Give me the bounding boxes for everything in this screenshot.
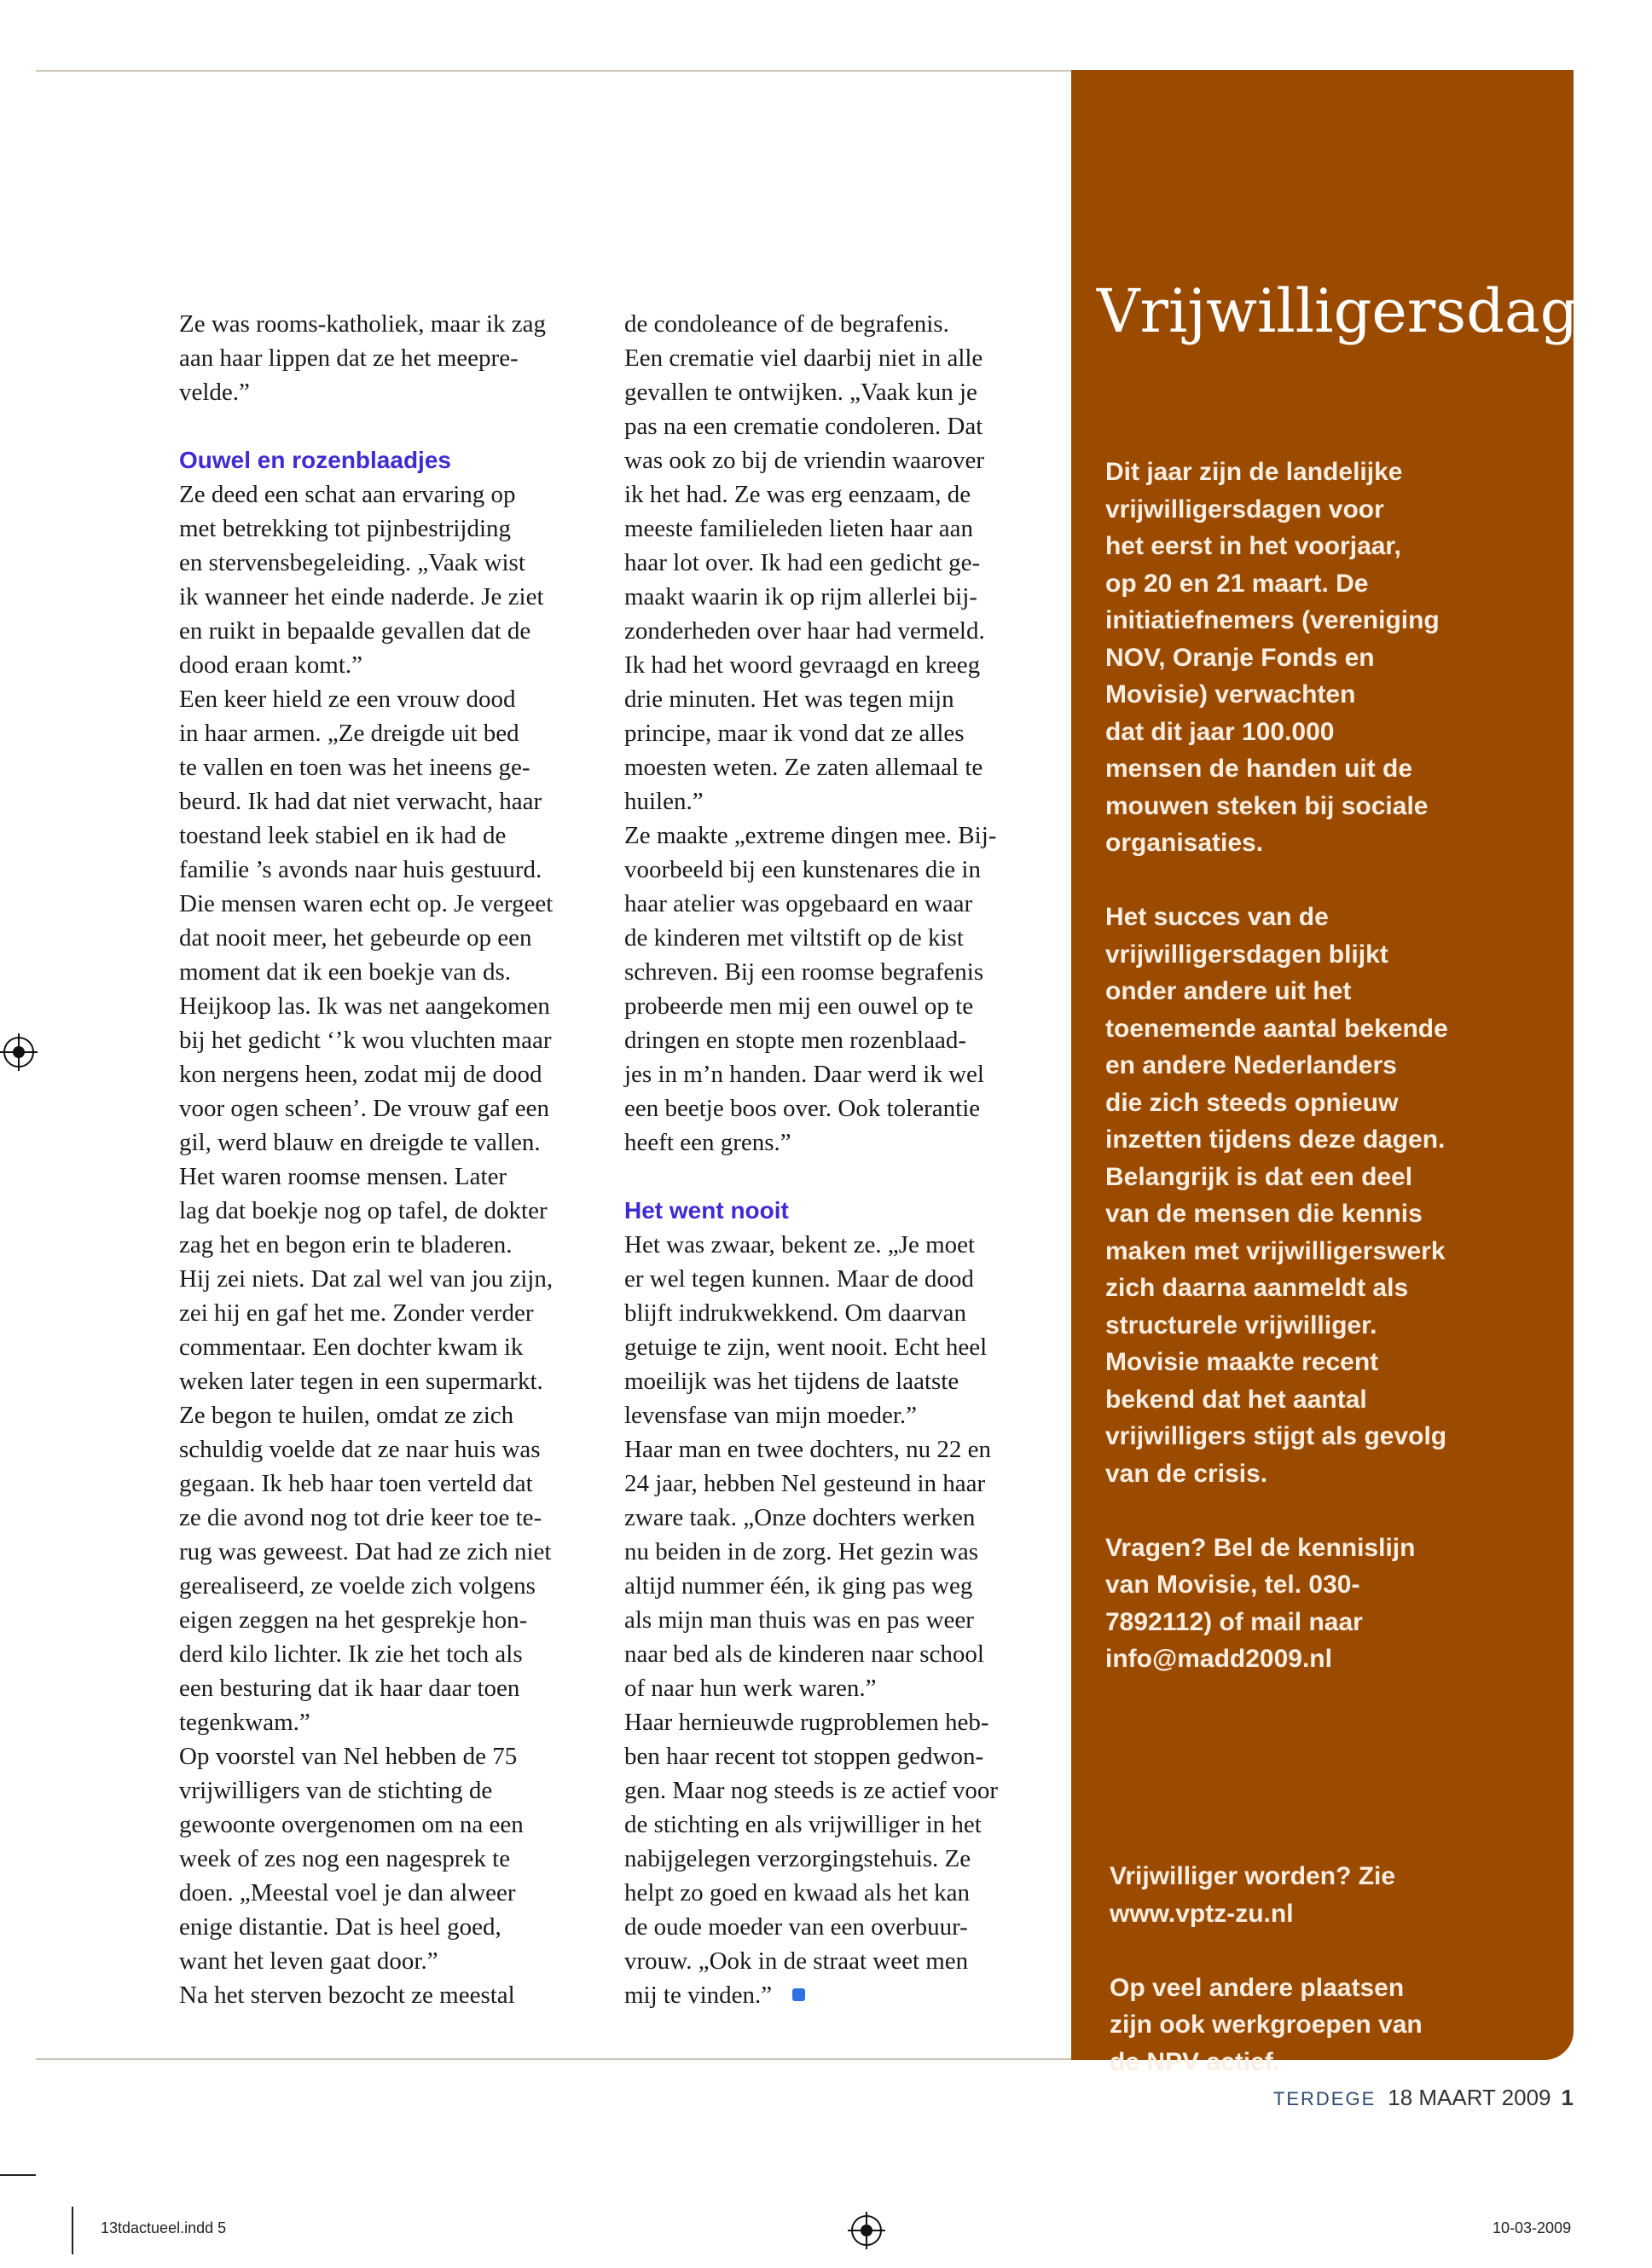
sidebar-line: van de mensen die kennis (1105, 1200, 1423, 1228)
text-line: naar bed als de kinderen naar school (624, 1640, 984, 1668)
article-column-right (624, 307, 1051, 2012)
article-column-left (179, 307, 606, 2012)
text-line: drie minuten. Het was tegen mijn (624, 686, 954, 713)
print-slug-date: 10-03-2009 (1493, 2219, 1572, 2236)
sidebar-line: het eerst in het voorjaar, (1105, 532, 1401, 560)
sidebar-title: Vrijwilligersdagen (1097, 276, 1652, 346)
crop-mark (72, 2207, 73, 2254)
text-line: gerealiseerd, ze voelde zich volgens (179, 1572, 536, 1600)
sidebar-line: toenemende aantal bekende (1105, 1014, 1448, 1043)
sidebar-line: dat dit jaar 100.000 (1105, 717, 1335, 746)
text-line: maakt waarin ik op rijm allerlei bij- (624, 583, 977, 610)
text-line: Ze begon te huilen, omdat ze zich (179, 1402, 514, 1429)
text-line: levensfase van mijn moeder.” (624, 1402, 918, 1429)
text-line: was ook zo bij de vriendin waarover (624, 447, 984, 474)
subheading: Ouwel en rozenblaadjes (179, 447, 451, 473)
text-line: Ze deed een schat aan ervaring op (179, 481, 516, 508)
registration-mark-icon (851, 2215, 882, 2246)
sidebar-paragraph (1110, 1970, 1536, 2081)
sidebar-line: info@madd2009.nl (1105, 1645, 1332, 1673)
text-line: de condoleance of de begrafenis. (624, 310, 949, 338)
text-line: doen. „Meestal voel je dan alweer (179, 1879, 516, 1906)
print-slug-file: 13tdactueel.indd 5 (101, 2219, 227, 2236)
text-line: gegaan. Ik heb haar toen verteld dat (179, 1470, 533, 1497)
sidebar-line: Dit jaar zijn de landelijke (1105, 458, 1403, 486)
text-line: beurd. Ik had dat niet verwacht, haar (179, 788, 542, 815)
text-line: 24 jaar, hebben Nel gesteund in haar (624, 1470, 986, 1497)
text-line: zag het en begon erin te bladeren. (179, 1231, 513, 1258)
sidebar-line: de NPV actief. (1110, 2047, 1281, 2076)
sidebar-line: structurele vrijwilliger. (1105, 1310, 1377, 1339)
page-footer (1273, 2085, 1574, 2111)
sidebar-line: NOV, Oranje Fonds en (1105, 643, 1375, 672)
sidebar-line: vrijwilligersdagen blijkt (1105, 940, 1388, 969)
sidebar-line: die zich steeds opnieuw (1105, 1088, 1399, 1117)
bottom-rule (36, 2058, 1071, 2060)
text-line: lag dat boekje nog op tafel, de dokter (179, 1197, 548, 1224)
text-line: heeft een grens.” (624, 1129, 791, 1156)
text-line: pas na een crematie condoleren. Dat (624, 413, 983, 440)
text-line: vrijwilligers van de stichting de (179, 1777, 493, 1804)
page-number: 1 (1561, 2085, 1574, 2110)
crop-mark (0, 2174, 36, 2176)
sidebar-line: initiatiefnemers (vereniging (1105, 606, 1440, 634)
text-line: moesten weten. Ze zaten allemaal te (624, 754, 983, 781)
sidebar-line: en andere Nederlanders (1105, 1051, 1397, 1079)
sidebar-line: vrijwilligers stijgt als gevolg (1105, 1422, 1447, 1450)
sidebar-line: Op veel andere plaatsen (1110, 1973, 1405, 2002)
paragraph-gap (624, 1160, 1051, 1194)
sidebar-line: bekend dat het aantal (1105, 1385, 1367, 1414)
end-of-article-icon (792, 1988, 805, 2001)
text-line: ben haar recent tot stoppen gedwon- (624, 1743, 984, 1770)
text-line: vrouw. „Ook in de straat weet men (624, 1947, 969, 1975)
sidebar-line: zich daarna aanmeldt als (1105, 1274, 1409, 1302)
text-line: nu beiden in de zorg. Het gezin was (624, 1538, 979, 1565)
text-line: blijft indrukwekkend. Om daarvan (624, 1299, 967, 1327)
text-line: tegenkwam.” (179, 1709, 310, 1736)
text-line: dood eraan komt.” (179, 651, 363, 679)
sidebar-line: Vragen? Bel de kennislijn (1105, 1533, 1416, 1562)
text-line: principe, maar ik vond dat ze alles (624, 720, 965, 747)
sidebar-paragraph (1105, 899, 1532, 1492)
text-line: ik wanneer het einde naderde. Je ziet (179, 583, 544, 610)
sidebar-line: Movisie maakte recent (1105, 1348, 1379, 1376)
text-line: Een crematie viel daarbij niet in alle (624, 344, 983, 372)
text-line: gevallen te ontwijken. „Vaak kun je (624, 379, 977, 406)
text-line: Het waren roomse mensen. Later (179, 1163, 507, 1190)
text-line: er wel tegen kunnen. Maar de dood (624, 1265, 974, 1293)
text-line: meeste familieleden lieten haar aan (624, 515, 974, 542)
text-line: ik het had. Ze was erg eenzaam, de (624, 481, 971, 508)
sidebar-line: onder andere uit het (1105, 977, 1352, 1005)
text-line: bij het gedicht ‘’k wou vluchten maar (179, 1027, 552, 1054)
sidebar-line: van Movisie, tel. 030- (1105, 1571, 1360, 1599)
sidebar-line: mensen de handen uit de (1105, 755, 1413, 783)
text-line: eigen zeggen na het gesprekje hon- (179, 1606, 528, 1634)
text-line: haar atelier was opgebaard en waar (624, 890, 973, 917)
sidebar-line: www.vptz-zu.nl (1110, 1899, 1294, 1928)
text-line: dat nooit meer, het gebeurde op een (179, 924, 532, 952)
text-line: derd kilo lichter. Ik zie het toch als (179, 1640, 523, 1668)
text-line: dringen en stopte men rozenblaad- (624, 1027, 967, 1054)
sidebar-paragraph (1105, 1530, 1532, 1678)
text-line: de stichting en als vrijwilliger in het (624, 1811, 982, 1838)
sidebar-line: organisaties. (1105, 829, 1264, 857)
text-line: en stervensbegeleiding. „Vaak wist (179, 549, 525, 576)
text-line: huilen.” (624, 788, 704, 815)
text-line: velde.” (179, 379, 250, 406)
text-line: de kinderen met viltstift op de kist (624, 924, 964, 952)
text-line: een beetje boos over. Ook tolerantie (624, 1095, 981, 1122)
text-line: haar lot over. Ik had een gedicht ge- (624, 549, 981, 576)
text-line: Haar man en twee dochters, nu 22 en (624, 1436, 992, 1463)
text-line: in haar armen. „Ze dreigde uit bed (179, 720, 519, 747)
subheading: Het went nooit (624, 1197, 789, 1224)
issue-date: 18 MAART 2009 (1388, 2085, 1551, 2110)
text-line: ze die avond nog tot drie keer toe te- (179, 1504, 542, 1531)
text-line: of naar hun werk waren.” (624, 1675, 877, 1702)
text-line: toestand leek stabiel en ik had de (179, 822, 507, 849)
sidebar-paragraph (1105, 454, 1532, 862)
text-line: Na het sterven bezocht ze meestal (179, 1982, 515, 2009)
text-line: de oude moeder van een overbuur- (624, 1913, 968, 1941)
text-line: familie ’s avonds naar huis gestuurd. (179, 856, 542, 883)
text-line: rug was geweest. Dat had ze zich niet (179, 1538, 552, 1565)
sidebar-line: Belangrijk is dat een deel (1105, 1162, 1413, 1191)
registration-mark-icon (3, 1037, 34, 1067)
magazine-name: TERDEGE (1272, 2088, 1377, 2109)
text-line: moment dat ik een boekje van ds. (179, 958, 511, 986)
text-line: schuldig voelde dat ze naar huis was (179, 1436, 541, 1463)
text-line: nabijgelegen verzorgingstehuis. Ze (624, 1845, 971, 1872)
sidebar-body (1105, 454, 1532, 1715)
text-line: want het leven gaat door.” (179, 1947, 438, 1975)
text-line: altijd nummer één, ik ging pas weg (624, 1572, 973, 1600)
text-line: probeerde men mij een ouwel op te (624, 992, 974, 1020)
text-line: moeilijk was het tijdens de laatste (624, 1368, 959, 1395)
text-line: Hij zei niets. Dat zal wel van jou zijn, (179, 1265, 554, 1293)
text-line: Ze was rooms-katholiek, maar ik zag (179, 310, 547, 338)
paragraph-gap (179, 409, 606, 443)
text-line: met betrekking tot pijnbestrijding (179, 515, 512, 542)
text-line: als mijn man thuis was en pas weer (624, 1606, 974, 1634)
text-line: zonderheden over haar had vermeld. (624, 617, 985, 645)
text-line: helpt zo goed en kwaad als het kan (624, 1879, 971, 1906)
text-line: week of zes nog een nagesprek te (179, 1845, 511, 1872)
text-line: zware taak. „Onze dochters werken (624, 1504, 976, 1531)
text-line: Ik had het woord gevraagd en kreeg (624, 651, 981, 679)
text-line: gen. Maar nog steeds is ze actief voor (624, 1777, 999, 1804)
text-line: voor ogen scheen’. De vrouw gaf een (179, 1095, 550, 1122)
text-line: gil, werd blauw en dreigde te vallen. (179, 1129, 541, 1156)
sidebar-line: van de crisis. (1105, 1459, 1268, 1488)
text-line: en ruikt in bepaalde gevallen dat de (179, 617, 531, 645)
sidebar-line: Vrijwilliger worden? Zie (1110, 1862, 1396, 1890)
sidebar-line: Movisie) verwachten (1105, 680, 1356, 709)
sidebar-line: op 20 en 21 maart. De (1105, 569, 1369, 598)
sidebar-paragraph (1110, 1858, 1536, 1932)
sidebar-line: 7892112) of mail naar (1105, 1607, 1363, 1636)
sidebar-line: mouwen steken bij sociale (1105, 791, 1429, 820)
sidebar-line: maken met vrijwilligerswerk (1105, 1236, 1446, 1265)
sidebar-line: inzetten tijdens deze dagen. (1105, 1125, 1446, 1154)
text-line: commentaar. Een dochter kwam ik (179, 1334, 524, 1361)
text-line: Haar hernieuwde rugproblemen heb- (624, 1709, 989, 1736)
text-line: Een keer hield ze een vrouw dood (179, 686, 516, 713)
text-line: te vallen en toen was het ineens ge- (179, 754, 530, 781)
sidebar-line: Het succes van de (1105, 903, 1329, 931)
sidebar-line: vrijwilligersdagen voor (1105, 495, 1384, 524)
text-line: Het was zwaar, bekent ze. „Je moet (624, 1231, 976, 1258)
text-line: Heijkoop las. Ik was net aangekomen (179, 992, 550, 1020)
text-line: weken later tegen in een supermarkt. (179, 1368, 543, 1395)
text-line: Op voorstel van Nel hebben de 75 (179, 1743, 518, 1770)
text-line: kon nergens heen, zodat mij de dood (179, 1061, 542, 1088)
text-line: jes in m’n handen. Daar werd ik wel (624, 1061, 984, 1088)
text-line: voorbeeld bij een kunstenares die in (624, 856, 981, 883)
sidebar-box (1071, 70, 1652, 2076)
sidebar-line: zijn ook werkgroepen van (1110, 2011, 1423, 2039)
text-line: Die mensen waren echt op. Je vergeet (179, 890, 554, 917)
sidebar-footer (1110, 1858, 1536, 2118)
text-line: zei hij en gaf het me. Zonder verder (179, 1299, 534, 1327)
top-rule (36, 70, 1071, 72)
text-line (624, 1978, 1051, 2012)
text-line: enige distantie. Dat is heel goed, (179, 1913, 501, 1941)
text-line-content: mij te vinden.” (624, 1982, 773, 2009)
text-line: een besturing dat ik haar daar toen (179, 1675, 520, 1702)
text-line: getuige te zijn, went nooit. Echt heel (624, 1334, 988, 1361)
text-line: aan haar lippen dat ze het meepre- (179, 344, 519, 372)
text-line: schreven. Bij een roomse begrafenis (624, 958, 984, 986)
text-line: Ze maakte „extreme dingen mee. Bij- (624, 822, 997, 849)
text-line: gewoonte overgenomen om na een (179, 1811, 524, 1838)
